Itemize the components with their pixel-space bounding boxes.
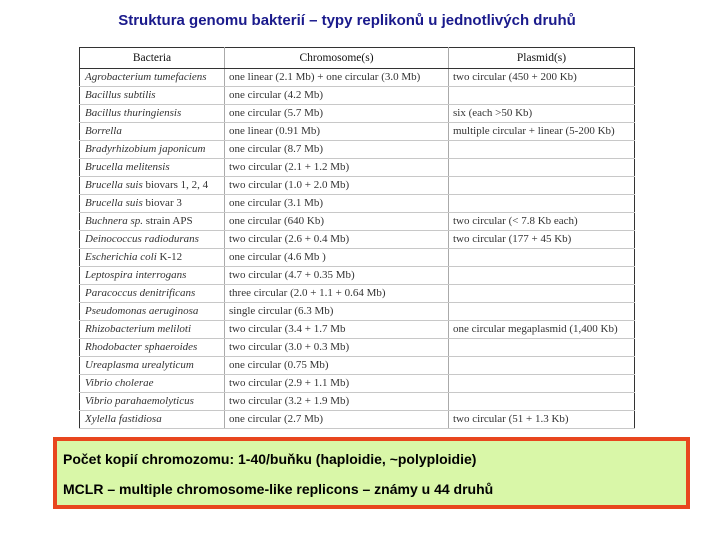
species-name: Vibrio parahaemolyticus <box>85 395 194 407</box>
cell-bacteria <box>80 69 225 87</box>
table-row <box>80 69 635 87</box>
cell-plasmids: two circular (450 + 200 Kb) <box>449 69 635 87</box>
cell-bacteria <box>80 123 225 141</box>
species-name: Escherichia coli <box>85 251 157 263</box>
cell-bacteria <box>80 87 225 105</box>
cell-chromosomes: two circular (3.4 + 1.7 Mb <box>225 321 449 339</box>
cell-bacteria <box>80 141 225 159</box>
cell-bacteria <box>80 105 225 123</box>
table-row <box>80 141 635 159</box>
header-bacteria: Bacteria <box>80 48 225 69</box>
table-row <box>80 393 635 411</box>
cell-chromosomes: two circular (1.0 + 2.0 Mb) <box>225 177 449 195</box>
cell-plasmids: two circular (< 7.8 Kb each) <box>449 213 635 231</box>
cell-chromosomes: two circular (3.0 + 0.3 Mb) <box>225 339 449 357</box>
strain-qualifier: biovars 1, 2, 4 <box>142 179 209 191</box>
cell-chromosomes: one circular (2.7 Mb) <box>225 411 449 429</box>
cell-chromosomes: two circular (3.2 + 1.9 Mb) <box>225 393 449 411</box>
table-row <box>80 303 635 321</box>
cell-plasmids <box>449 249 635 267</box>
species-name: Deinococcus radiodurans <box>85 233 199 245</box>
table-row <box>80 411 635 429</box>
table-row <box>80 231 635 249</box>
cell-bacteria <box>80 321 225 339</box>
header-row <box>80 48 635 69</box>
cell-plasmids <box>449 393 635 411</box>
species-name: Rhodobacter sphaeroides <box>85 341 198 353</box>
cell-bacteria <box>80 357 225 375</box>
cell-plasmids <box>449 303 635 321</box>
species-name: Brucella melitensis <box>85 161 170 173</box>
table-row <box>80 195 635 213</box>
species-name: Ureaplasma urealyticum <box>85 359 194 371</box>
cell-plasmids <box>449 285 635 303</box>
strain-qualifier: K-12 <box>156 251 183 263</box>
cell-chromosomes: one linear (0.91 Mb) <box>225 123 449 141</box>
species-name: Bacillus subtilis <box>85 89 156 101</box>
header-chromosomes: Chromosome(s) <box>225 48 449 69</box>
species-name: Agrobacterium tumefaciens <box>85 71 207 83</box>
species-name: Pseudomonas aeruginosa <box>85 305 199 317</box>
cell-bacteria <box>80 249 225 267</box>
replicon-table <box>79 47 635 429</box>
table-header <box>80 48 635 69</box>
table-row <box>80 357 635 375</box>
cell-plasmids: two circular (51 + 1.3 Kb) <box>449 411 635 429</box>
table-row <box>80 339 635 357</box>
strain-qualifier: strain APS <box>143 215 193 227</box>
species-name: Brucella suis <box>85 197 143 209</box>
cell-bacteria <box>80 411 225 429</box>
species-name: Rhizobacterium meliloti <box>85 323 192 335</box>
cell-chromosomes: two circular (4.7 + 0.35 Mb) <box>225 267 449 285</box>
cell-plasmids <box>449 375 635 393</box>
table-row <box>80 105 635 123</box>
cell-chromosomes: one circular (3.1 Mb) <box>225 195 449 213</box>
strain-qualifier: biovar 3 <box>142 197 182 209</box>
cell-bacteria <box>80 195 225 213</box>
cell-bacteria <box>80 303 225 321</box>
cell-chromosomes: one circular (8.7 Mb) <box>225 141 449 159</box>
cell-bacteria <box>80 159 225 177</box>
table-row <box>80 249 635 267</box>
cell-plasmids <box>449 357 635 375</box>
cell-plasmids: multiple circular + linear (5-200 Kb) <box>449 123 635 141</box>
cell-bacteria <box>80 339 225 357</box>
cell-plasmids: two circular (177 + 45 Kb) <box>449 231 635 249</box>
cell-bacteria <box>80 177 225 195</box>
cell-plasmids: one circular megaplasmid (1,400 Kb) <box>449 321 635 339</box>
species-name: Buchnera sp. <box>85 215 144 227</box>
table-body <box>80 69 635 429</box>
cell-bacteria <box>80 267 225 285</box>
species-name: Paracoccus denitrificans <box>85 287 196 299</box>
species-name: Leptospira interrogans <box>85 269 187 281</box>
table-row <box>80 213 635 231</box>
cell-plasmids <box>449 177 635 195</box>
table-row <box>80 159 635 177</box>
cell-chromosomes: one linear (2.1 Mb) + one circular (3.0 Mb) <box>225 69 449 87</box>
cell-plasmids <box>449 87 635 105</box>
table-row <box>80 375 635 393</box>
note-line-copy-number: Počet kopií chromozomu: 1-40/buňku (haploidie, ~polyploidie) <box>63 451 477 467</box>
species-name: Vibrio cholerae <box>85 377 154 389</box>
species-name: Brucella suis <box>85 179 143 191</box>
cell-chromosomes: two circular (2.6 + 0.4 Mb) <box>225 231 449 249</box>
cell-chromosomes: three circular (2.0 + 1.1 + 0.64 Mb) <box>225 285 449 303</box>
table-row <box>80 177 635 195</box>
species-name: Xylella fastidiosa <box>85 413 162 425</box>
header-plasmids: Plasmid(s) <box>449 48 635 69</box>
cell-bacteria <box>80 393 225 411</box>
species-name: Bradyrhizobium japonicum <box>85 143 206 155</box>
table-row <box>80 123 635 141</box>
cell-chromosomes: one circular (0.75 Mb) <box>225 357 449 375</box>
cell-chromosomes: two circular (2.1 + 1.2 Mb) <box>225 159 449 177</box>
note-line-mclr: MCLR – multiple chromosome-like replicons – známy u 44 druhů <box>63 481 494 497</box>
table-row <box>80 321 635 339</box>
cell-plasmids: six (each >50 Kb) <box>449 105 635 123</box>
cell-bacteria <box>80 375 225 393</box>
table-row <box>80 285 635 303</box>
cell-bacteria <box>80 213 225 231</box>
cell-plasmids <box>449 159 635 177</box>
cell-plasmids <box>449 141 635 159</box>
table-row <box>80 267 635 285</box>
species-name: Bacillus thuringiensis <box>85 107 182 119</box>
cell-plasmids <box>449 267 635 285</box>
page-title: Struktura genomu bakterií – typy replikonů u jednotlivých druhů <box>118 12 576 29</box>
cell-chromosomes: one circular (5.7 Mb) <box>225 105 449 123</box>
cell-plasmids <box>449 339 635 357</box>
cell-chromosomes: two circular (2.9 + 1.1 Mb) <box>225 375 449 393</box>
cell-chromosomes: one circular (4.2 Mb) <box>225 87 449 105</box>
cell-chromosomes: one circular (640 Kb) <box>225 213 449 231</box>
cell-plasmids <box>449 195 635 213</box>
cell-chromosomes: single circular (6.3 Mb) <box>225 303 449 321</box>
table-row <box>80 87 635 105</box>
cell-bacteria <box>80 285 225 303</box>
cell-bacteria <box>80 231 225 249</box>
cell-chromosomes: one circular (4.6 Mb ) <box>225 249 449 267</box>
species-name: Borrella <box>85 125 122 137</box>
summary-note-box <box>53 437 690 509</box>
